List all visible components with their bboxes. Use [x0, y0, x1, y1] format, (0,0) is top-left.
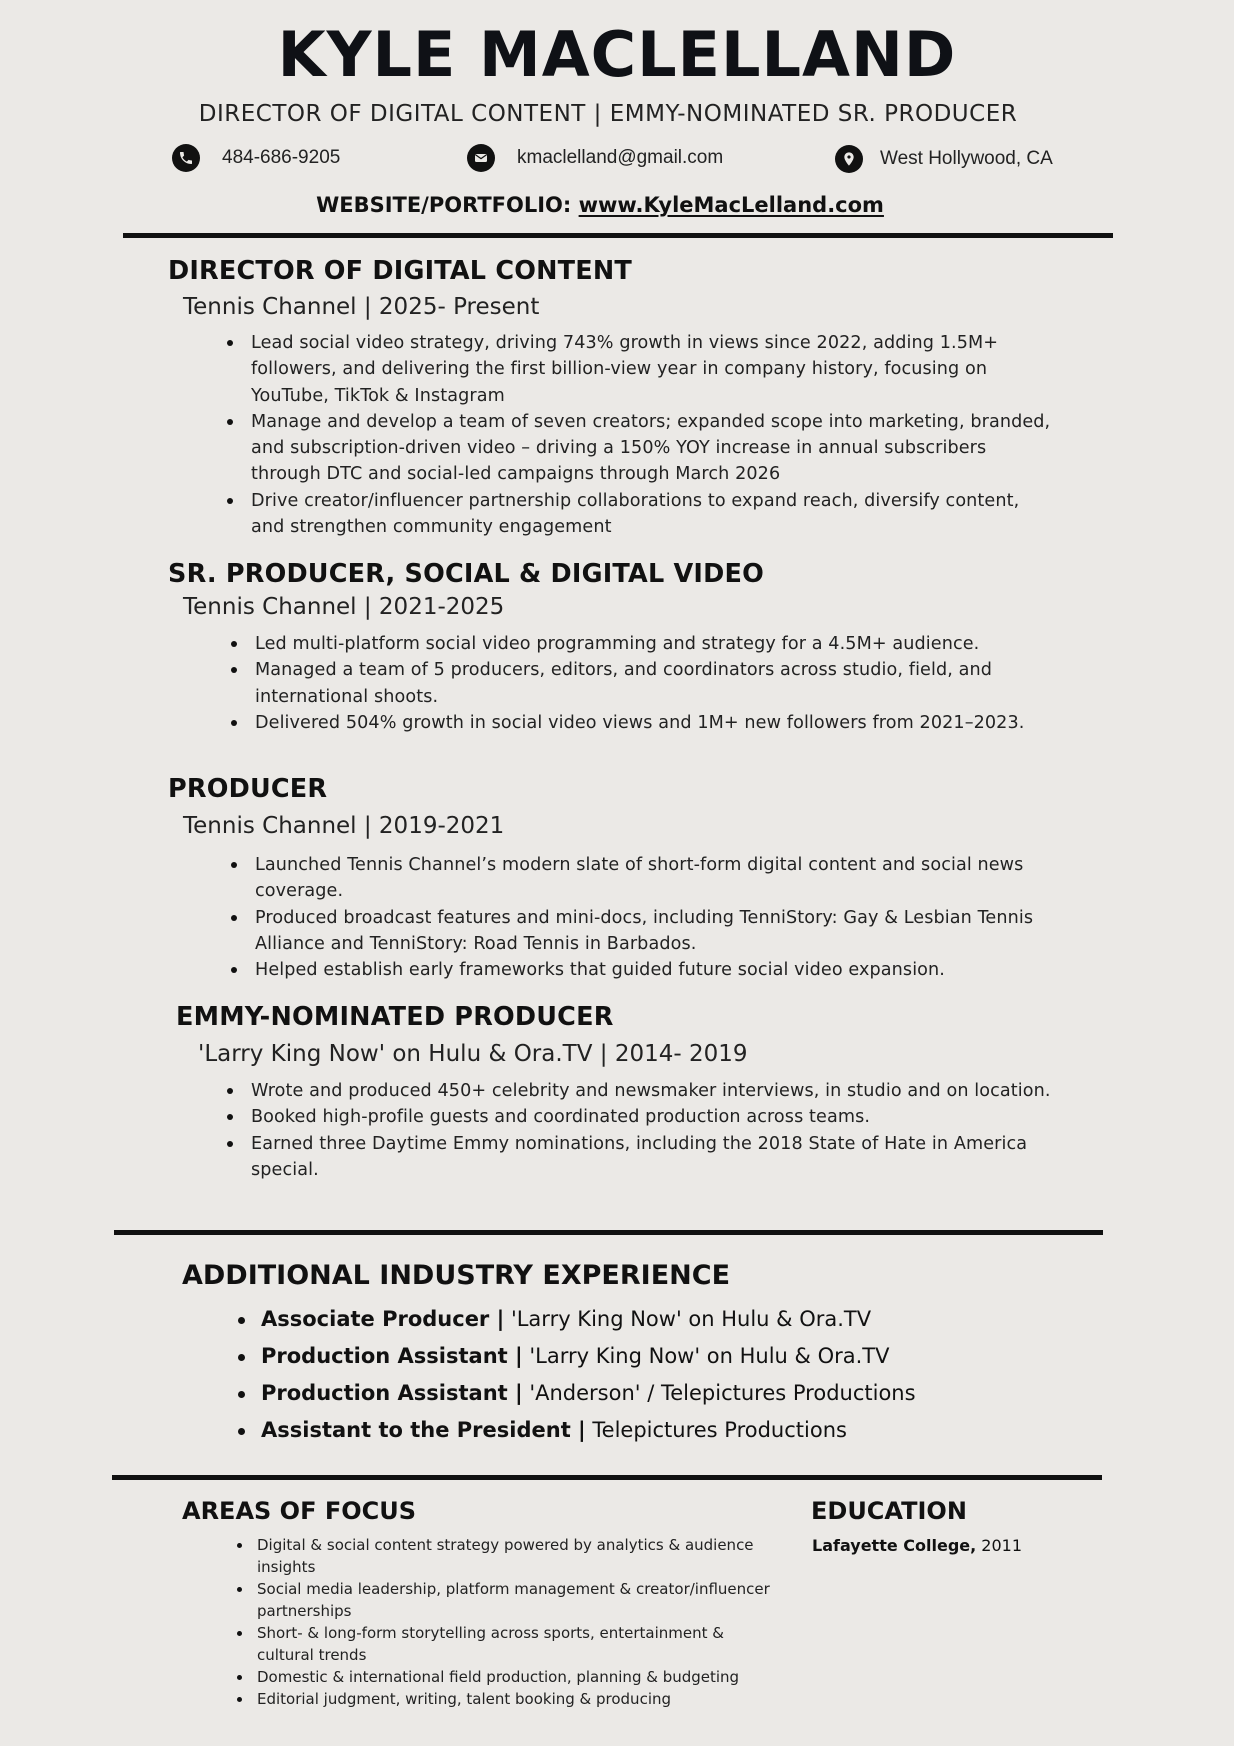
list-item: Led multi-platform social video programming and strategy for a 4.5M+ audience.: [229, 631, 1059, 657]
email-icon: [467, 144, 495, 172]
section-title-additional: ADDITIONAL INDUSTRY EXPERIENCE: [182, 1260, 731, 1291]
location-pin-icon: [835, 145, 863, 173]
list-item: Manage and develop a team of seven creators; expanded scope into marketing, branded, and subscription-driven video – driving a 150% YOY increase in annual subscribers through DTC and social-led campaigns through March 2026: [225, 409, 1055, 488]
school-name: Lafayette College,: [812, 1536, 977, 1555]
additional-list: [237, 1301, 916, 1449]
job-title: SR. PRODUCER, SOCIAL & DIGITAL VIDEO: [168, 559, 764, 589]
job-title: PRODUCER: [168, 774, 328, 804]
divider: [123, 233, 1113, 238]
resume-subtitle: DIRECTOR OF DIGITAL CONTENT | EMMY-NOMINATED SR. PRODUCER: [198, 101, 1018, 127]
contact-phone: [172, 144, 340, 172]
job-subtitle: Tennis Channel | 2021-2025: [183, 594, 505, 620]
list-item: Assistant to the President | Telepictures Productions: [237, 1412, 916, 1449]
section-title-focus: AREAS OF FOCUS: [182, 1497, 416, 1525]
list-item: Lead social video strategy, driving 743% growth in views since 2022, adding 1.5M+ followers, and delivering the first billion-view year in company history, focusing on YouTube, TikTok & Instagram: [225, 330, 1055, 409]
website-label: WEBSITE/PORTFOLIO:: [316, 193, 572, 217]
list-item: Domestic & international field production, planning & budgeting: [236, 1666, 776, 1688]
job-bullets: [225, 1078, 1055, 1183]
list-item: Drive creator/influencer partnership collaborations to expand reach, diversify content, and strengthen community engagement: [225, 488, 1055, 541]
job-bullets: [229, 852, 1059, 983]
phone-icon: [172, 144, 200, 172]
list-item: Editorial judgment, writing, talent booking & producing: [236, 1688, 776, 1710]
job-subtitle: Tennis Channel | 2025- Present: [183, 294, 540, 320]
contact-email: [467, 144, 723, 172]
email-text[interactable]: kmaclelland@gmail.com: [517, 147, 724, 168]
focus-list: [236, 1534, 776, 1710]
divider: [112, 1475, 1102, 1480]
section-title-education: EDUCATION: [811, 1497, 967, 1525]
list-item: Booked high-profile guests and coordinated production across teams.: [225, 1104, 1055, 1130]
list-item: Delivered 504% growth in social video views and 1M+ new followers from 2021–2023.: [229, 710, 1059, 736]
divider: [114, 1230, 1103, 1235]
list-item: Produced broadcast features and mini-docs, including TenniStory: Gay & Lesbian Tennis Alliance and TenniStory: Road Tennis in Barbados.: [229, 905, 1059, 958]
contact-location: [835, 145, 1053, 173]
list-item: Managed a team of 5 producers, editors, and coordinators across studio, field, and international shoots.: [229, 657, 1059, 710]
list-item: Earned three Daytime Emmy nominations, including the 2018 State of Hate in America special.: [225, 1131, 1055, 1184]
list-item: Wrote and produced 450+ celebrity and newsmaker interviews, in studio and on location.: [225, 1078, 1055, 1104]
education-entry: [812, 1536, 1022, 1555]
job-bullets: [225, 330, 1055, 540]
job-subtitle: 'Larry King Now' on Hulu & Ora.TV | 2014- 2019: [198, 1041, 748, 1067]
graduation-year: 2011: [976, 1536, 1023, 1555]
job-title: EMMY-NOMINATED PRODUCER: [176, 1002, 614, 1032]
phone-text[interactable]: 484-686-9205: [222, 147, 341, 168]
list-item: Short- & long-form storytelling across sports, entertainment & cultural trends: [236, 1622, 776, 1666]
location-text: West Hollywood, CA: [880, 148, 1053, 169]
list-item: Launched Tennis Channel’s modern slate of short-form digital content and social news coverage.: [229, 852, 1059, 905]
website-link[interactable]: www.KyleMacLelland.com: [578, 193, 884, 217]
list-item: Digital & social content strategy powered by analytics & audience insights: [236, 1534, 776, 1578]
job-title: DIRECTOR OF DIGITAL CONTENT: [168, 256, 633, 286]
list-item: Social media leadership, platform management & creator/influencer partnerships: [236, 1578, 776, 1622]
list-item: Production Assistant | 'Anderson' / Telepictures Productions: [237, 1375, 916, 1412]
job-subtitle: Tennis Channel | 2019-2021: [183, 813, 505, 839]
list-item: Helped establish early frameworks that guided future social video expansion.: [229, 957, 1059, 983]
job-bullets: [229, 631, 1059, 736]
list-item: Associate Producer | 'Larry King Now' on Hulu & Ora.TV: [237, 1301, 916, 1338]
list-item: Production Assistant | 'Larry King Now' on Hulu & Ora.TV: [237, 1338, 916, 1375]
website-line: [0, 193, 1200, 217]
resume-name: KYLE MACLELLAND: [277, 18, 957, 91]
